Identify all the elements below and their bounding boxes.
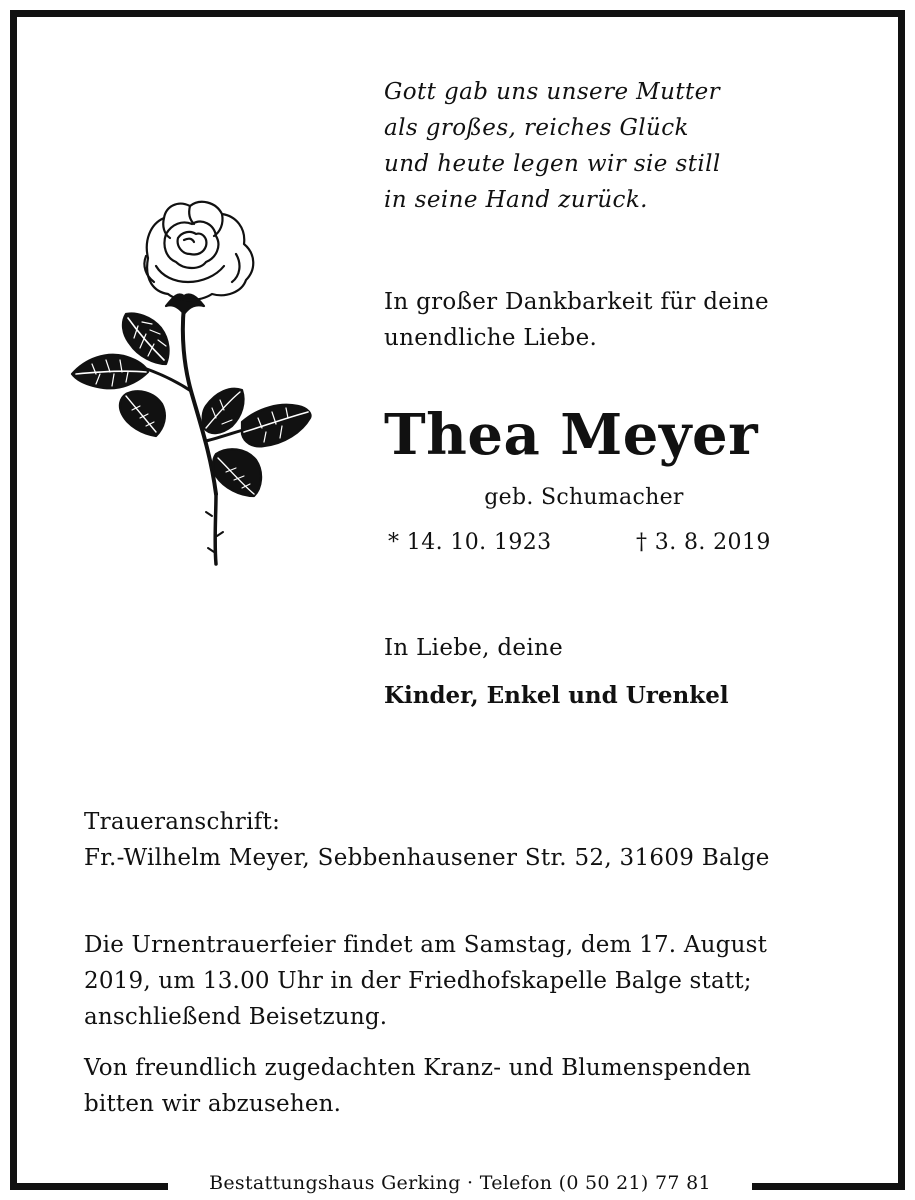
ceremony-line: Die Urnentrauerfeier findet am Samstag, dem 17. August — [84, 932, 768, 958]
thanks-line: In großer Dankbarkeit für deine — [384, 289, 769, 315]
deceased-name: Thea Meyer — [384, 402, 759, 468]
death-date: † 3. 8. 2019 — [636, 530, 771, 555]
ceremony-line: anschließend Beisetzung. — [84, 1004, 388, 1030]
donations-line: Von freundlich zugedachten Kranz- und Blumenspenden — [84, 1055, 752, 1081]
poem — [384, 74, 804, 218]
donations-notice — [84, 1050, 844, 1122]
ceremony-line: 2019, um 13.00 Uhr in der Friedhofskapelle Balge statt; — [84, 968, 752, 994]
address-label: Traueranschrift: — [84, 809, 281, 835]
rose-icon — [66, 196, 314, 568]
frame-bottom-rule-right — [752, 1183, 905, 1190]
frame-bottom-rule-left — [10, 1183, 168, 1190]
funeral-home-footer: Bestattungshaus Gerking · Telefon (0 50 21) 77 81 — [209, 1172, 711, 1194]
thanks-text — [384, 284, 834, 356]
mourners-intro: In Liebe, deine — [384, 635, 564, 661]
poem-line: Gott gab uns unsere Mutter — [384, 79, 721, 105]
poem-line: und heute legen wir sie still — [384, 151, 721, 177]
birth-name: geb. Schumacher — [484, 485, 684, 510]
mourners-family: Kinder, Enkel und Urenkel — [384, 682, 729, 709]
donations-line: bitten wir abzusehen. — [84, 1091, 342, 1117]
mourning-address — [84, 804, 770, 876]
thanks-line: unendliche Liebe. — [384, 325, 598, 351]
address-value: Fr.-Wilhelm Meyer, Sebbenhausener Str. 52, 31609 Balge — [84, 845, 770, 871]
ceremony-notice — [84, 927, 844, 1035]
poem-line: in seine Hand zurück. — [384, 187, 648, 213]
poem-line: als großes, reiches Glück — [384, 115, 689, 141]
birth-date: * 14. 10. 1923 — [388, 530, 552, 555]
